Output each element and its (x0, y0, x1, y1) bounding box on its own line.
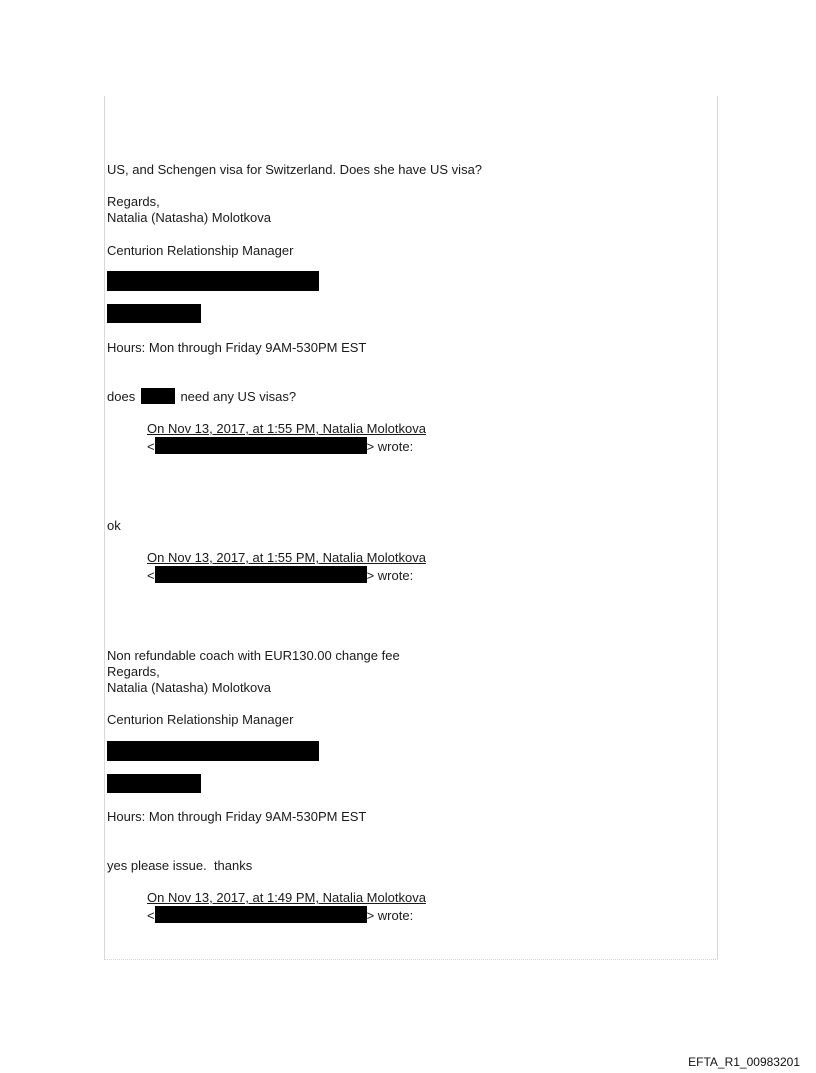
signature-hours: Hours: Mon through Friday 9AM-530PM EST (107, 340, 367, 355)
question-text-before: does (107, 389, 136, 404)
quoted-header-text: On Nov 13, 2017, at 1:55 PM, Natalia Molotkova (147, 550, 426, 565)
quoted-wrote: > wrote: (366, 908, 414, 923)
signature-regards: Regards, (107, 194, 160, 209)
quoted-header-text: On Nov 13, 2017, at 1:55 PM, Natalia Molotkova (147, 421, 426, 436)
quoted-header (147, 421, 426, 437)
redaction-inline (155, 437, 367, 454)
redaction-block (107, 304, 201, 323)
fee-text-line: Non refundable coach with EUR130.00 change fee (107, 648, 400, 663)
redaction-block (107, 271, 319, 291)
redaction-inline (155, 906, 367, 923)
quoted-email-line (147, 906, 413, 924)
quoted-email-line (147, 566, 413, 584)
redaction-inline (155, 566, 367, 583)
redaction-inline (141, 388, 175, 404)
quoted-open-bracket: < (147, 568, 155, 583)
signature-hours: Hours: Mon through Friday 9AM-530PM EST (107, 809, 367, 824)
issue-reply: yes please issue. thanks (107, 858, 253, 873)
signature-title: Centurion Relationship Manager (107, 712, 294, 727)
quoted-header (147, 550, 426, 566)
quoted-open-bracket: < (147, 908, 155, 923)
reply-ok: ok (107, 518, 121, 533)
document-id: EFTA_R1_00983201 (688, 1055, 800, 1069)
visa-text-line: US, and Schengen visa for Switzerland. Does she have US visa? (107, 162, 483, 177)
signature-name: Natalia (Natasha) Molotkova (107, 680, 272, 695)
quoted-wrote: > wrote: (366, 568, 414, 583)
quoted-wrote: > wrote: (366, 439, 414, 454)
quoted-header-text: On Nov 13, 2017, at 1:49 PM, Natalia Molotkova (147, 890, 426, 905)
visa-question (107, 388, 296, 405)
signature-name: Natalia (Natasha) Molotkova (107, 210, 272, 225)
redaction-block (107, 741, 319, 761)
question-text-after: need any US visas? (180, 389, 297, 404)
quoted-open-bracket: < (147, 439, 155, 454)
redaction-block (107, 774, 201, 793)
signature-title: Centurion Relationship Manager (107, 243, 294, 258)
quoted-header (147, 890, 426, 906)
signature-regards: Regards, (107, 664, 160, 679)
quoted-email-line (147, 437, 413, 455)
